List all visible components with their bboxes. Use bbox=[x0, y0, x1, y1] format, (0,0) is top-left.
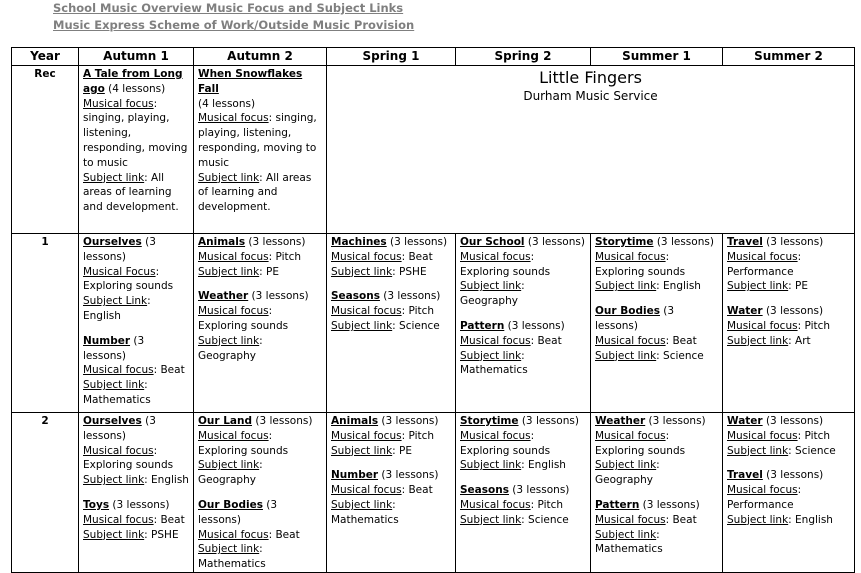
unit-block bbox=[198, 414, 322, 488]
unit-title: Number bbox=[331, 469, 379, 482]
focus-text: : Exploring sounds bbox=[198, 429, 289, 457]
unit-block bbox=[727, 414, 850, 458]
column-header-autumn1: Autumn 1 bbox=[79, 48, 194, 66]
unit-title: Animals bbox=[331, 415, 379, 427]
unit-spacer bbox=[83, 488, 189, 498]
unit-spacer bbox=[198, 488, 322, 498]
column-header-summer1: Summer 1 bbox=[591, 48, 723, 66]
link-text: : Geography bbox=[198, 459, 263, 487]
cell-year2-autumn1 bbox=[79, 413, 194, 573]
link-text: : Geography bbox=[595, 459, 660, 487]
programme-provider: Durham Music Service bbox=[523, 89, 658, 103]
lesson-count: (3 lessons) bbox=[595, 305, 675, 332]
link-label: Subject link bbox=[727, 513, 789, 526]
link-text: : English bbox=[788, 513, 833, 526]
unit-block bbox=[595, 498, 718, 557]
unit-block bbox=[198, 498, 322, 572]
table-row-year2 bbox=[12, 413, 855, 573]
unit-title: Seasons bbox=[460, 484, 509, 497]
lesson-count: (4 lessons) bbox=[104, 82, 166, 95]
focus-label: Musical focus bbox=[83, 97, 154, 110]
lesson-count: (3 lessons) bbox=[109, 498, 170, 511]
cell-year1-spring2 bbox=[456, 234, 591, 413]
focus-label: Musical focus bbox=[331, 429, 402, 442]
unit-title: Travel bbox=[727, 236, 763, 248]
unit-block bbox=[727, 235, 850, 294]
unit-spacer bbox=[727, 458, 850, 468]
link-label: Subject link bbox=[595, 528, 657, 541]
link-text: : Science bbox=[392, 319, 440, 332]
focus-label: Musical focus bbox=[198, 305, 269, 318]
link-text: : Mathematics bbox=[83, 379, 151, 406]
unit-title: Water bbox=[727, 415, 763, 427]
unit-title: Storytime bbox=[595, 236, 654, 248]
focus-label: Musical focus bbox=[331, 484, 402, 497]
focus-text: : Beat bbox=[401, 484, 433, 497]
document-title: School Music Overview Music Focus and Subject Links bbox=[53, 1, 404, 15]
focus-label: Musical focus bbox=[595, 513, 666, 526]
unit-block bbox=[331, 289, 451, 333]
unit-title: Water bbox=[727, 305, 763, 318]
focus-text: : Pitch bbox=[797, 319, 831, 332]
focus-label: Musical focus bbox=[460, 429, 531, 442]
focus-label: Musical focus bbox=[83, 513, 154, 526]
focus-text: : Pitch bbox=[530, 498, 564, 511]
unit-spacer bbox=[727, 294, 850, 304]
unit-title: A Tale from Long ago bbox=[83, 68, 183, 95]
link-text: : Mathematics bbox=[595, 528, 663, 556]
link-text: : PE bbox=[788, 280, 809, 293]
column-header-autumn2: Autumn 2 bbox=[194, 48, 327, 66]
link-text: : Science bbox=[788, 444, 836, 457]
lesson-count: (3 lessons) bbox=[518, 415, 579, 427]
focus-text: : Beat bbox=[665, 513, 697, 526]
cell-year1-autumn2 bbox=[194, 234, 327, 413]
unit-spacer bbox=[331, 458, 451, 468]
link-label: Subject link bbox=[727, 280, 789, 293]
unit-title: Storytime bbox=[460, 415, 519, 427]
focus-text: : Beat bbox=[665, 334, 697, 347]
lesson-count: (3 lessons) bbox=[762, 305, 824, 318]
year-cell-year1: 1 bbox=[12, 234, 79, 413]
unit-title: Machines bbox=[331, 236, 387, 248]
year-cell-rec: Rec bbox=[12, 66, 79, 234]
focus-text: : Exploring sounds bbox=[83, 265, 174, 293]
focus-label: Musical focus bbox=[727, 319, 798, 332]
link-text: : Geography bbox=[198, 334, 263, 362]
lesson-count: (3 lessons) bbox=[252, 415, 313, 427]
unit-title: Pattern bbox=[460, 319, 505, 332]
unit-block bbox=[83, 235, 189, 324]
link-label: Subject link bbox=[198, 265, 260, 278]
link-label: Subject link bbox=[727, 334, 789, 347]
link-text: : PE bbox=[392, 444, 413, 457]
link-label: Subject link bbox=[83, 528, 145, 541]
link-text: : All areas of learning and development. bbox=[83, 171, 179, 214]
focus-label: Musical focus bbox=[331, 250, 402, 263]
column-header-summer2: Summer 2 bbox=[723, 48, 855, 66]
unit-block bbox=[460, 483, 586, 527]
link-text: : All areas of learning and development. bbox=[198, 171, 312, 214]
link-label: Subject link bbox=[198, 459, 260, 472]
unit-spacer bbox=[331, 279, 451, 289]
link-label: Subject link bbox=[83, 171, 145, 184]
cell-year2-spring2 bbox=[456, 413, 591, 573]
link-label: Subject link bbox=[198, 543, 260, 556]
focus-text: : Beat bbox=[153, 513, 185, 526]
document-subtitle: Music Express Scheme of Work/Outside Music Provision bbox=[53, 18, 415, 32]
unit-title: Weather bbox=[595, 415, 646, 427]
unit-block bbox=[331, 235, 451, 279]
unit-title: When Snowflakes Fall bbox=[198, 68, 303, 95]
lesson-count: (3 lessons) bbox=[378, 469, 439, 482]
focus-text: : Exploring sounds bbox=[83, 444, 174, 472]
focus-label: Musical focus bbox=[460, 334, 531, 347]
unit-spacer bbox=[595, 294, 718, 304]
link-label: Subject link bbox=[83, 474, 145, 487]
cell-year1-summer2 bbox=[723, 234, 855, 413]
focus-text: : Pitch bbox=[401, 305, 435, 318]
unit-block bbox=[460, 235, 586, 309]
link-text: : Art bbox=[788, 334, 811, 347]
lesson-count: (3 lessons) bbox=[645, 415, 706, 427]
focus-label: Musical focus bbox=[460, 498, 531, 511]
focus-text: : Exploring sounds bbox=[460, 429, 551, 457]
programme-title: Little Fingers bbox=[539, 68, 642, 87]
unit-block bbox=[331, 468, 451, 527]
cell-year1-summer1 bbox=[591, 234, 723, 413]
link-text: : Science bbox=[521, 513, 569, 526]
cell-year2-spring1 bbox=[327, 413, 456, 573]
unit-block bbox=[460, 414, 586, 473]
unit-block bbox=[460, 319, 586, 378]
lesson-count: (3 lessons) bbox=[762, 469, 824, 482]
column-header-spring1: Spring 1 bbox=[327, 48, 456, 66]
unit-title: Ourselves bbox=[83, 236, 142, 248]
link-text: : PSHE bbox=[144, 528, 179, 541]
focus-text: : Beat bbox=[530, 334, 562, 347]
link-label: Subject link bbox=[198, 171, 260, 184]
focus-text: : singing, playing, listening, responding, moving to music bbox=[83, 97, 188, 169]
column-header-year: Year bbox=[12, 48, 79, 66]
unit-block bbox=[198, 235, 322, 279]
unit-block bbox=[198, 289, 322, 363]
link-label: Subject link bbox=[460, 513, 522, 526]
cell-year2-autumn2 bbox=[194, 413, 327, 573]
focus-label: Musical focus bbox=[595, 250, 666, 263]
unit-block bbox=[595, 304, 718, 363]
year-cell-year2: 2 bbox=[12, 413, 79, 573]
unit-title: Ourselves bbox=[83, 415, 142, 427]
table-row-rec bbox=[12, 66, 855, 234]
link-label: Subject link bbox=[83, 379, 145, 392]
lesson-count: (3 lessons) bbox=[386, 236, 448, 248]
unit-spacer bbox=[460, 309, 586, 319]
lesson-count: (3 lessons) bbox=[83, 236, 156, 263]
unit-block bbox=[83, 414, 189, 488]
focus-text: : Performance bbox=[727, 484, 802, 511]
lesson-count: (3 lessons) bbox=[379, 290, 441, 303]
unit-block bbox=[595, 235, 718, 294]
link-text: : English bbox=[83, 295, 151, 322]
link-label: Subject link bbox=[331, 498, 393, 511]
focus-label: Musical focus bbox=[198, 112, 269, 125]
focus-text: : Exploring sounds bbox=[595, 250, 686, 278]
cell-year1-autumn1 bbox=[79, 234, 194, 413]
lesson-count: (3 lessons) bbox=[83, 415, 156, 442]
lesson-count: (3 lessons) bbox=[508, 484, 570, 497]
focus-text: : Pitch bbox=[268, 250, 302, 263]
header-row bbox=[12, 48, 855, 66]
link-label: Subject link bbox=[331, 319, 393, 332]
focus-label: Musical focus bbox=[198, 250, 269, 263]
focus-label: Musical focus bbox=[460, 250, 531, 263]
unit-spacer bbox=[460, 473, 586, 483]
column-header-spring2: Spring 2 bbox=[456, 48, 591, 66]
cell-rec-autumn1 bbox=[79, 66, 194, 234]
link-text: : Geography bbox=[460, 280, 525, 308]
unit-title: Toys bbox=[83, 498, 110, 511]
lesson-count: (3 lessons) bbox=[198, 498, 278, 526]
link-label: Subject Link bbox=[83, 295, 148, 308]
unit-title: Travel bbox=[727, 469, 763, 482]
unit-block bbox=[331, 414, 451, 458]
lesson-count: (3 lessons) bbox=[245, 236, 306, 248]
unit-title: Our Bodies bbox=[198, 498, 263, 511]
focus-text: : Performance bbox=[727, 250, 802, 278]
focus-label: Musical focus bbox=[198, 429, 269, 442]
unit-title: Seasons bbox=[331, 290, 380, 303]
focus-text: : Exploring sounds bbox=[460, 250, 551, 278]
unit-spacer bbox=[83, 324, 189, 334]
cell-year1-spring1 bbox=[327, 234, 456, 413]
focus-text: : Beat bbox=[268, 528, 300, 541]
focus-label: Musical focus bbox=[727, 429, 798, 442]
link-text: : Mathematics bbox=[460, 349, 528, 377]
link-label: Subject link bbox=[460, 349, 522, 362]
unit-title: Our School bbox=[460, 236, 525, 248]
unit-block bbox=[727, 304, 850, 348]
cell-year2-summer2 bbox=[723, 413, 855, 573]
link-text: : Science bbox=[656, 349, 704, 362]
focus-text: : singing, playing, listening, responding, moving to music bbox=[198, 112, 317, 169]
lesson-count: (3 lessons) bbox=[762, 415, 824, 427]
unit-title: Weather bbox=[198, 290, 249, 303]
link-text: : Mathematics bbox=[331, 498, 399, 526]
focus-text: : Exploring sounds bbox=[595, 429, 686, 457]
link-label: Subject link bbox=[331, 265, 393, 278]
focus-label: Musical Focus bbox=[83, 265, 156, 278]
unit-block bbox=[595, 414, 718, 488]
focus-label: Musical focus bbox=[727, 250, 798, 263]
focus-label: Musical focus bbox=[198, 528, 269, 541]
cell-rec-autumn2 bbox=[194, 66, 327, 234]
unit-spacer bbox=[595, 488, 718, 498]
unit-spacer bbox=[198, 279, 322, 289]
link-label: Subject link bbox=[595, 349, 657, 362]
link-label: Subject link bbox=[727, 444, 789, 457]
focus-label: Musical focus bbox=[595, 429, 666, 442]
link-text: : English bbox=[656, 280, 701, 293]
lesson-count: (3 lessons) bbox=[248, 290, 309, 303]
unit-title: Our Land bbox=[198, 415, 253, 427]
unit-block bbox=[727, 468, 850, 527]
table-row-year1 bbox=[12, 234, 855, 413]
focus-label: Musical focus bbox=[595, 334, 666, 347]
link-text: : English bbox=[144, 474, 189, 487]
lesson-count: (3 lessons) bbox=[378, 415, 439, 427]
link-label: Subject link bbox=[198, 334, 260, 347]
unit-title: Our Bodies bbox=[595, 305, 660, 318]
focus-text: : Beat bbox=[401, 250, 433, 263]
music-overview-table bbox=[11, 47, 855, 573]
link-label: Subject link bbox=[460, 280, 522, 293]
unit-title: Number bbox=[83, 334, 131, 347]
focus-label: Musical focus bbox=[727, 484, 798, 497]
link-label: Subject link bbox=[595, 459, 657, 472]
link-text: : PSHE bbox=[392, 265, 427, 278]
unit-title: Animals bbox=[198, 236, 246, 248]
focus-text: : Pitch bbox=[401, 429, 435, 442]
link-label: Subject link bbox=[460, 459, 522, 472]
unit-block bbox=[83, 334, 189, 408]
link-text: : PE bbox=[259, 265, 280, 278]
lesson-count: (3 lessons) bbox=[762, 236, 824, 248]
lesson-count: (3 lessons) bbox=[524, 236, 585, 248]
lesson-count: (3 lessons) bbox=[83, 334, 145, 362]
link-label: Subject link bbox=[595, 280, 657, 293]
cell-rec-spring-summer bbox=[327, 66, 855, 234]
focus-text: : Pitch bbox=[797, 429, 831, 442]
link-text: : English bbox=[521, 459, 566, 472]
lesson-count: (4 lessons) bbox=[198, 97, 256, 110]
focus-text: : Exploring sounds bbox=[198, 305, 289, 332]
focus-text: : Beat bbox=[153, 364, 185, 377]
lesson-count: (3 lessons) bbox=[639, 498, 700, 511]
lesson-count: (3 lessons) bbox=[653, 236, 714, 248]
link-text: : Mathematics bbox=[198, 543, 266, 571]
focus-label: Musical focus bbox=[83, 444, 154, 457]
focus-label: Musical focus bbox=[331, 305, 402, 318]
unit-title: Pattern bbox=[595, 498, 640, 511]
lesson-count: (3 lessons) bbox=[504, 319, 565, 332]
link-label: Subject link bbox=[331, 444, 393, 457]
cell-year2-summer1 bbox=[591, 413, 723, 573]
focus-label: Musical focus bbox=[83, 364, 154, 377]
unit-block bbox=[83, 498, 189, 542]
